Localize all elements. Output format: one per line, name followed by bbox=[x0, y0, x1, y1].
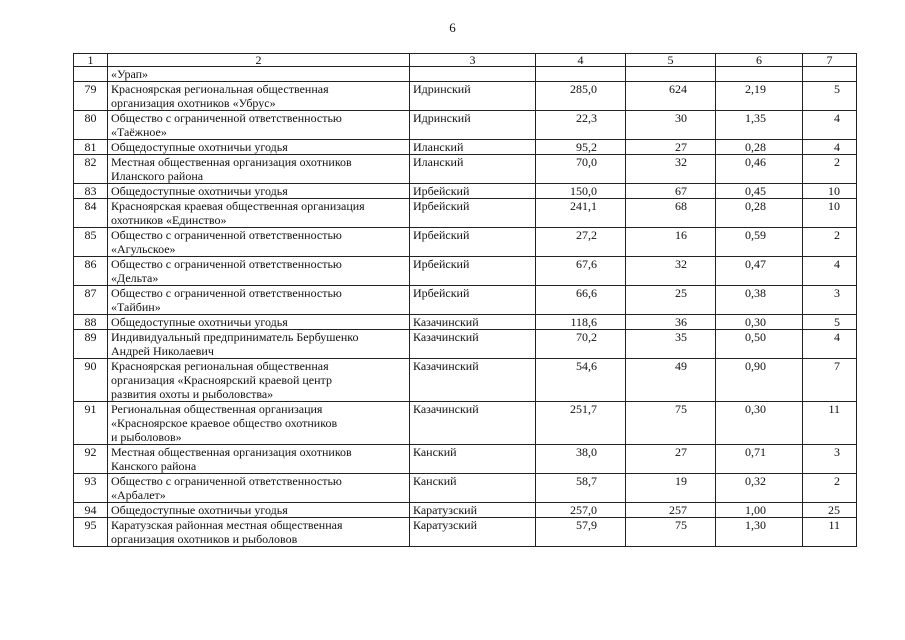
organization-name bbox=[108, 503, 410, 518]
area-cell: 70,2 bbox=[536, 330, 626, 359]
area-cell: 38,0 bbox=[536, 445, 626, 474]
ratio-cell: 0,28 bbox=[716, 199, 803, 228]
table-row bbox=[74, 474, 857, 503]
table-row bbox=[74, 518, 857, 547]
organization-name-line: организация «Красноярский краевой центр bbox=[111, 373, 332, 387]
organization-name-line: «Тайбин» bbox=[111, 300, 161, 314]
area-cell: 118,6 bbox=[536, 315, 626, 330]
header-col-1: 1 bbox=[74, 54, 108, 67]
row-number bbox=[74, 67, 108, 82]
district-cell: Иланский bbox=[410, 140, 536, 155]
area-cell: 251,7 bbox=[536, 402, 626, 445]
organization-name bbox=[108, 330, 410, 359]
organization-name-line: Красноярская краевая общественная организация bbox=[111, 199, 365, 213]
row-number: 83 bbox=[74, 184, 108, 199]
district-cell: Ирбейский bbox=[410, 257, 536, 286]
organization-name-line: Региональная общественная организация bbox=[111, 402, 323, 416]
organization-name-line: «Красноярское краевое общество охотников bbox=[111, 416, 338, 430]
ratio-cell: 0,47 bbox=[716, 257, 803, 286]
ratio-cell: 1,35 bbox=[716, 111, 803, 140]
organization-name-line: Общедоступные охотничьи угодья bbox=[111, 315, 288, 329]
organization-name bbox=[108, 67, 410, 82]
district-cell: Идринский bbox=[410, 111, 536, 140]
count-cell: 32 bbox=[626, 155, 716, 184]
area-cell: 54,6 bbox=[536, 359, 626, 402]
quota-cell bbox=[803, 67, 857, 82]
count-cell: 35 bbox=[626, 330, 716, 359]
area-cell: 57,9 bbox=[536, 518, 626, 547]
row-number: 82 bbox=[74, 155, 108, 184]
organization-name-line: Общество с ограниченной ответственностью bbox=[111, 111, 342, 125]
ratio-cell: 0,59 bbox=[716, 228, 803, 257]
district-cell: Ирбейский bbox=[410, 286, 536, 315]
table-row bbox=[74, 140, 857, 155]
ratio-cell: 0,30 bbox=[716, 402, 803, 445]
area-cell: 95,2 bbox=[536, 140, 626, 155]
area-cell: 150,0 bbox=[536, 184, 626, 199]
organization-name bbox=[108, 140, 410, 155]
header-col-6: 6 bbox=[716, 54, 803, 67]
row-number: 91 bbox=[74, 402, 108, 445]
area-cell: 70,0 bbox=[536, 155, 626, 184]
organization-name bbox=[108, 111, 410, 140]
ratio-cell: 0,90 bbox=[716, 359, 803, 402]
area-cell: 67,6 bbox=[536, 257, 626, 286]
organization-name-line: организация охотников и рыболовов bbox=[111, 532, 298, 546]
area-cell: 27,2 bbox=[536, 228, 626, 257]
table-row bbox=[74, 67, 857, 82]
table-row bbox=[74, 228, 857, 257]
district-cell: Идринский bbox=[410, 82, 536, 111]
organization-name-line: Общество с ограниченной ответственностью bbox=[111, 257, 342, 271]
table-body bbox=[74, 67, 857, 547]
organization-name-line: организация охотников «Убрус» bbox=[111, 96, 276, 110]
organization-name-line: Андрей Николаевич bbox=[111, 344, 214, 358]
table-row bbox=[74, 184, 857, 199]
district-cell: Канский bbox=[410, 445, 536, 474]
organization-name-line: Красноярская региональная общественная bbox=[111, 82, 329, 96]
table-row bbox=[74, 199, 857, 228]
district-cell: Казачинский bbox=[410, 315, 536, 330]
row-number: 89 bbox=[74, 330, 108, 359]
area-cell bbox=[536, 67, 626, 82]
quota-cell: 11 bbox=[803, 518, 857, 547]
count-cell: 624 bbox=[626, 82, 716, 111]
organization-name-line: Местная общественная организация охотников bbox=[111, 155, 352, 169]
ratio-cell: 0,38 bbox=[716, 286, 803, 315]
organization-name bbox=[108, 445, 410, 474]
row-number: 79 bbox=[74, 82, 108, 111]
table-row bbox=[74, 359, 857, 402]
district-cell bbox=[410, 67, 536, 82]
ratio-cell: 1,30 bbox=[716, 518, 803, 547]
quota-cell: 5 bbox=[803, 82, 857, 111]
ratio-cell: 0,71 bbox=[716, 445, 803, 474]
count-cell: 75 bbox=[626, 402, 716, 445]
area-cell: 285,0 bbox=[536, 82, 626, 111]
ratio-cell: 0,32 bbox=[716, 474, 803, 503]
organization-name-line: Местная общественная организация охотников bbox=[111, 445, 352, 459]
district-cell: Казачинский bbox=[410, 402, 536, 445]
quota-cell: 4 bbox=[803, 140, 857, 155]
organization-name bbox=[108, 184, 410, 199]
table-row bbox=[74, 402, 857, 445]
organization-name-line: Красноярская региональная общественная bbox=[111, 359, 329, 373]
count-cell: 68 bbox=[626, 199, 716, 228]
district-cell: Казачинский bbox=[410, 330, 536, 359]
count-cell: 257 bbox=[626, 503, 716, 518]
header-col-5: 5 bbox=[626, 54, 716, 67]
row-number: 94 bbox=[74, 503, 108, 518]
row-number: 90 bbox=[74, 359, 108, 402]
area-cell: 66,6 bbox=[536, 286, 626, 315]
organization-name-line: «Дельта» bbox=[111, 271, 159, 285]
table-row bbox=[74, 315, 857, 330]
district-cell: Каратузский bbox=[410, 503, 536, 518]
ratio-cell bbox=[716, 67, 803, 82]
header-col-3: 3 bbox=[410, 54, 536, 67]
count-cell: 36 bbox=[626, 315, 716, 330]
row-number: 93 bbox=[74, 474, 108, 503]
count-cell: 30 bbox=[626, 111, 716, 140]
count-cell: 16 bbox=[626, 228, 716, 257]
organization-name-line: Иланского района bbox=[111, 169, 204, 183]
table-row bbox=[74, 111, 857, 140]
district-cell: Ирбейский bbox=[410, 184, 536, 199]
organization-name-line: Общедоступные охотничьи угодья bbox=[111, 140, 288, 154]
organization-name-line: Общедоступные охотничьи угодья bbox=[111, 503, 288, 517]
count-cell: 67 bbox=[626, 184, 716, 199]
quota-cell: 4 bbox=[803, 330, 857, 359]
header-col-4: 4 bbox=[536, 54, 626, 67]
organization-name bbox=[108, 359, 410, 402]
district-cell: Канский bbox=[410, 474, 536, 503]
organization-name-line: «Агульское» bbox=[111, 242, 176, 256]
quota-cell: 7 bbox=[803, 359, 857, 402]
organization-name bbox=[108, 402, 410, 445]
quota-cell: 11 bbox=[803, 402, 857, 445]
organization-name-line: «Таёжное» bbox=[111, 125, 167, 139]
table-row bbox=[74, 330, 857, 359]
organization-name-line: Канского района bbox=[111, 459, 197, 473]
header-col-7: 7 bbox=[803, 54, 857, 67]
area-cell: 241,1 bbox=[536, 199, 626, 228]
organization-name-line: и рыболовов» bbox=[111, 430, 182, 444]
quota-cell: 25 bbox=[803, 503, 857, 518]
table-row bbox=[74, 82, 857, 111]
ratio-cell: 0,46 bbox=[716, 155, 803, 184]
district-cell: Ирбейский bbox=[410, 228, 536, 257]
row-number: 88 bbox=[74, 315, 108, 330]
area-cell: 58,7 bbox=[536, 474, 626, 503]
organization-name-line: Каратузская районная местная общественная bbox=[111, 518, 343, 532]
organization-name bbox=[108, 257, 410, 286]
organization-name-line: «Урап» bbox=[111, 67, 149, 81]
table-row bbox=[74, 503, 857, 518]
table-row bbox=[74, 286, 857, 315]
quota-cell: 2 bbox=[803, 474, 857, 503]
ratio-cell: 0,28 bbox=[716, 140, 803, 155]
count-cell: 75 bbox=[626, 518, 716, 547]
district-cell: Иланский bbox=[410, 155, 536, 184]
ratio-cell: 0,30 bbox=[716, 315, 803, 330]
table-row bbox=[74, 155, 857, 184]
organization-name bbox=[108, 199, 410, 228]
organization-name-line: развития охоты и рыболовства» bbox=[111, 387, 274, 401]
row-number: 92 bbox=[74, 445, 108, 474]
count-cell: 19 bbox=[626, 474, 716, 503]
organization-name bbox=[108, 315, 410, 330]
organization-name bbox=[108, 286, 410, 315]
district-cell: Каратузский bbox=[410, 518, 536, 547]
quota-cell: 2 bbox=[803, 228, 857, 257]
row-number: 84 bbox=[74, 199, 108, 228]
header-col-2: 2 bbox=[108, 54, 410, 67]
organization-name bbox=[108, 155, 410, 184]
count-cell bbox=[626, 67, 716, 82]
organization-name bbox=[108, 228, 410, 257]
count-cell: 32 bbox=[626, 257, 716, 286]
quota-cell: 2 bbox=[803, 155, 857, 184]
row-number: 86 bbox=[74, 257, 108, 286]
organization-name-line: охотников «Единство» bbox=[111, 213, 227, 227]
count-cell: 25 bbox=[626, 286, 716, 315]
table-row bbox=[74, 445, 857, 474]
district-cell: Казачинский bbox=[410, 359, 536, 402]
quota-cell: 10 bbox=[803, 199, 857, 228]
organization-name-line: «Арбалет» bbox=[111, 488, 166, 502]
header-row bbox=[74, 54, 857, 67]
row-number: 87 bbox=[74, 286, 108, 315]
organization-name bbox=[108, 82, 410, 111]
page-number: 6 bbox=[449, 20, 456, 35]
ratio-cell: 2,19 bbox=[716, 82, 803, 111]
quota-cell: 3 bbox=[803, 445, 857, 474]
table-row bbox=[74, 257, 857, 286]
row-number: 81 bbox=[74, 140, 108, 155]
quota-cell: 5 bbox=[803, 315, 857, 330]
row-number: 95 bbox=[74, 518, 108, 547]
area-cell: 22,3 bbox=[536, 111, 626, 140]
area-cell: 257,0 bbox=[536, 503, 626, 518]
hunting-grounds-table bbox=[73, 53, 857, 547]
organization-name-line: Общедоступные охотничьи угодья bbox=[111, 184, 288, 198]
quota-cell: 4 bbox=[803, 257, 857, 286]
count-cell: 27 bbox=[626, 140, 716, 155]
ratio-cell: 0,50 bbox=[716, 330, 803, 359]
organization-name bbox=[108, 518, 410, 547]
quota-cell: 4 bbox=[803, 111, 857, 140]
count-cell: 27 bbox=[626, 445, 716, 474]
organization-name-line: Общество с ограниченной ответственностью bbox=[111, 228, 342, 242]
quota-cell: 3 bbox=[803, 286, 857, 315]
count-cell: 49 bbox=[626, 359, 716, 402]
ratio-cell: 0,45 bbox=[716, 184, 803, 199]
organization-name-line: Общество с ограниченной ответственностью bbox=[111, 286, 342, 300]
district-cell: Ирбейский bbox=[410, 199, 536, 228]
ratio-cell: 1,00 bbox=[716, 503, 803, 518]
organization-name bbox=[108, 474, 410, 503]
organization-name-line: Индивидуальный предприниматель Бербушенко bbox=[111, 330, 359, 344]
row-number: 80 bbox=[74, 111, 108, 140]
quota-cell: 10 bbox=[803, 184, 857, 199]
organization-name-line: Общество с ограниченной ответственностью bbox=[111, 474, 342, 488]
row-number: 85 bbox=[74, 228, 108, 257]
